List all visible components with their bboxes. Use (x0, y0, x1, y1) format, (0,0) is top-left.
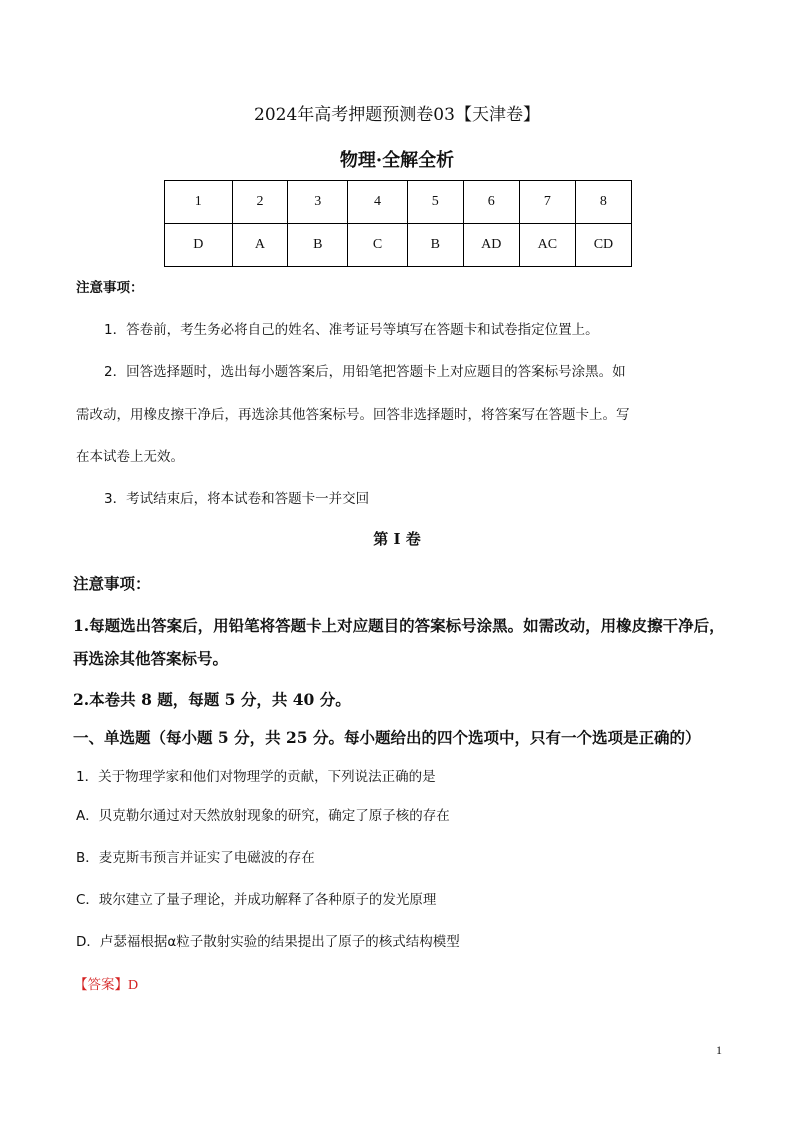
section-title: 第 I 卷 (373, 530, 421, 548)
answer-table-answer-row (165, 224, 632, 267)
table-cell-number: 7 (519, 181, 575, 224)
page-number: 1 (716, 1043, 722, 1057)
table-cell-answer: B (288, 224, 348, 267)
document-subtitle: 物理·全解全析 (339, 150, 455, 171)
section-rule-1-line-2: 再选涂其他答案标号。 (73, 649, 229, 668)
part-heading: 一、单选题（每小题 5 分，共 25 分。每小题给出的四个选项中，只有一个选项是正确的） (73, 728, 701, 747)
table-cell-number: 1 (165, 181, 233, 224)
answer-label: 【答案】 (74, 977, 128, 993)
notes-item-2-line-2: 需改动，用橡皮擦干净后，再选涂其他答案标号。回答非选择题时，将答案写在答题卡上。写 (76, 407, 630, 423)
table-cell-answer: C (348, 224, 408, 267)
table-cell-answer: A (232, 224, 288, 267)
answer-value: D (128, 978, 139, 993)
section-rule-2: 2.本卷共 8 题，每题 5 分，共 40 分。 (73, 690, 351, 709)
notes-item-2-line-1: 2．回答选择题时，选出每小题答案后，用铅笔把答题卡上对应题目的答案标号涂黑。如 (104, 364, 626, 380)
notes-item-2-line-3: 在本试卷上无效。 (76, 449, 184, 465)
table-cell-answer: CD (575, 224, 631, 267)
section-notes-heading: 注意事项： (73, 574, 151, 593)
table-cell-answer: B (407, 224, 463, 267)
section-rule-1-line-1: 1.每题选出答案后，用铅笔将答题卡上对应题目的答案标号涂黑。如需改动，用橡皮擦干净后， (73, 616, 725, 635)
question-1-option-b: B．麦克斯韦预言并证实了电磁波的存在 (76, 850, 315, 866)
question-1-option-c: C．玻尔建立了量子理论，并成功解释了各种原子的发光原理 (76, 892, 437, 908)
table-cell-answer: AC (519, 224, 575, 267)
table-cell-number: 3 (288, 181, 348, 224)
question-1-stem: 1．关于物理学家和他们对物理学的贡献，下列说法正确的是 (76, 769, 436, 785)
answer-line (74, 973, 138, 994)
table-cell-number: 4 (348, 181, 408, 224)
answer-table (164, 180, 632, 267)
question-1-option-a: A．贝克勒尔通过对天然放射现象的研究，确定了原子核的存在 (76, 808, 450, 824)
table-cell-number: 2 (232, 181, 288, 224)
table-cell-answer: D (165, 224, 233, 267)
notes-heading: 注意事项： (76, 280, 144, 296)
answer-table-number-row (165, 181, 632, 224)
document-title: 2024年高考押题预测卷03【天津卷】 (254, 105, 540, 125)
notes-item-1: 1．答卷前，考生务必将自己的姓名、准考证号等填写在答题卡和试卷指定位置上。 (104, 322, 599, 338)
table-cell-answer: AD (463, 224, 519, 267)
notes-item-3: 3．考试结束后，将本试卷和答题卡一并交回 (104, 491, 370, 507)
table-cell-number: 5 (407, 181, 463, 224)
question-1-option-d: D．卢瑟福根据α粒子散射实验的结果提出了原子的核式结构模型 (76, 934, 460, 950)
table-cell-number: 6 (463, 181, 519, 224)
table-cell-number: 8 (575, 181, 631, 224)
